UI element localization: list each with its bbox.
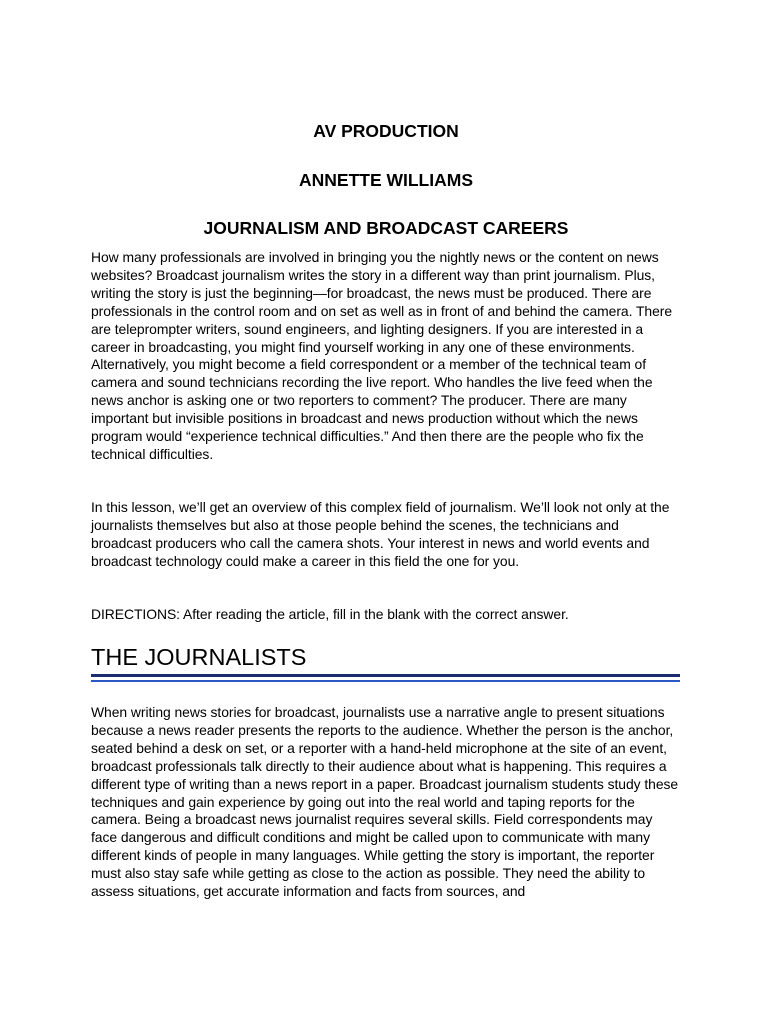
directions-text: DIRECTIONS: After reading the article, fill in the blank with the correct answer. (91, 606, 569, 622)
document-heading: JOURNALISM AND BROADCAST CAREERS (203, 218, 569, 238)
intro-paragraph: How many professionals are involved in bringing you the nightly news or the content on news websites? Broadcast journalism writes the story in a different way than print journalism. Plus, writing the story is just the beginning—for broadcast, the news must be produced. There are professionals in the control room and on set as well as in front of and behind the camera. There are teleprompter writers, sound engineers, and lighting designers. If you are interested in a career in broadcasting, you might find yourself working in any one of these environments. Alternatively, you might become a field correspondent or a member of the technical team of camera and sound technicians recording the live report. Who handles the live feed when the news anchor is asking one or two reporters to comment? The producer. There are many important but invisible positions in broadcast and news production without which the news program would “experience technical difficulties.” And then there are the people who fix the technical difficulties. (91, 249, 673, 462)
section-divider-thin (91, 680, 680, 682)
section-heading-journalists: THE JOURNALISTS (91, 644, 307, 670)
lesson-paragraph: In this lesson, we’ll get an overview of this complex field of journalism. We’ll look not only at the journalists themselves but also at those people behind the scenes, the technicians and broadcast producers who call the camera shots. Your interest in news and world events and broadcast technology could make a career in this field the one for you. (91, 499, 670, 569)
section-divider-thick (91, 674, 680, 677)
journalists-paragraph: When writing news stories for broadcast, journalists use a narrative angle to present situations because a news reader presents the reports to the audience. Whether the person is the anchor, seated behind a desk on set, or a reporter with a hand-held microphone at the site of an event, broadcast professionals talk directly to their audience about what is happening. This requires a different type of writing than a news report in a paper. Broadcast journalism students study these techniques and gain experience by going out into the real world and taping reports for the camera. Being a broadcast news journalist requires several skills. Field correspondents may face dangerous and difficult conditions and might be called upon to communicate with many different kinds of people in many languages. While getting the story is important, the reporter must also stay safe while getting as close to the action as possible. They need the ability to assess situations, get accurate information and facts from sources, and (91, 704, 679, 900)
document-title: AV PRODUCTION (313, 121, 459, 141)
document-author: ANNETTE WILLIAMS (298, 170, 473, 190)
